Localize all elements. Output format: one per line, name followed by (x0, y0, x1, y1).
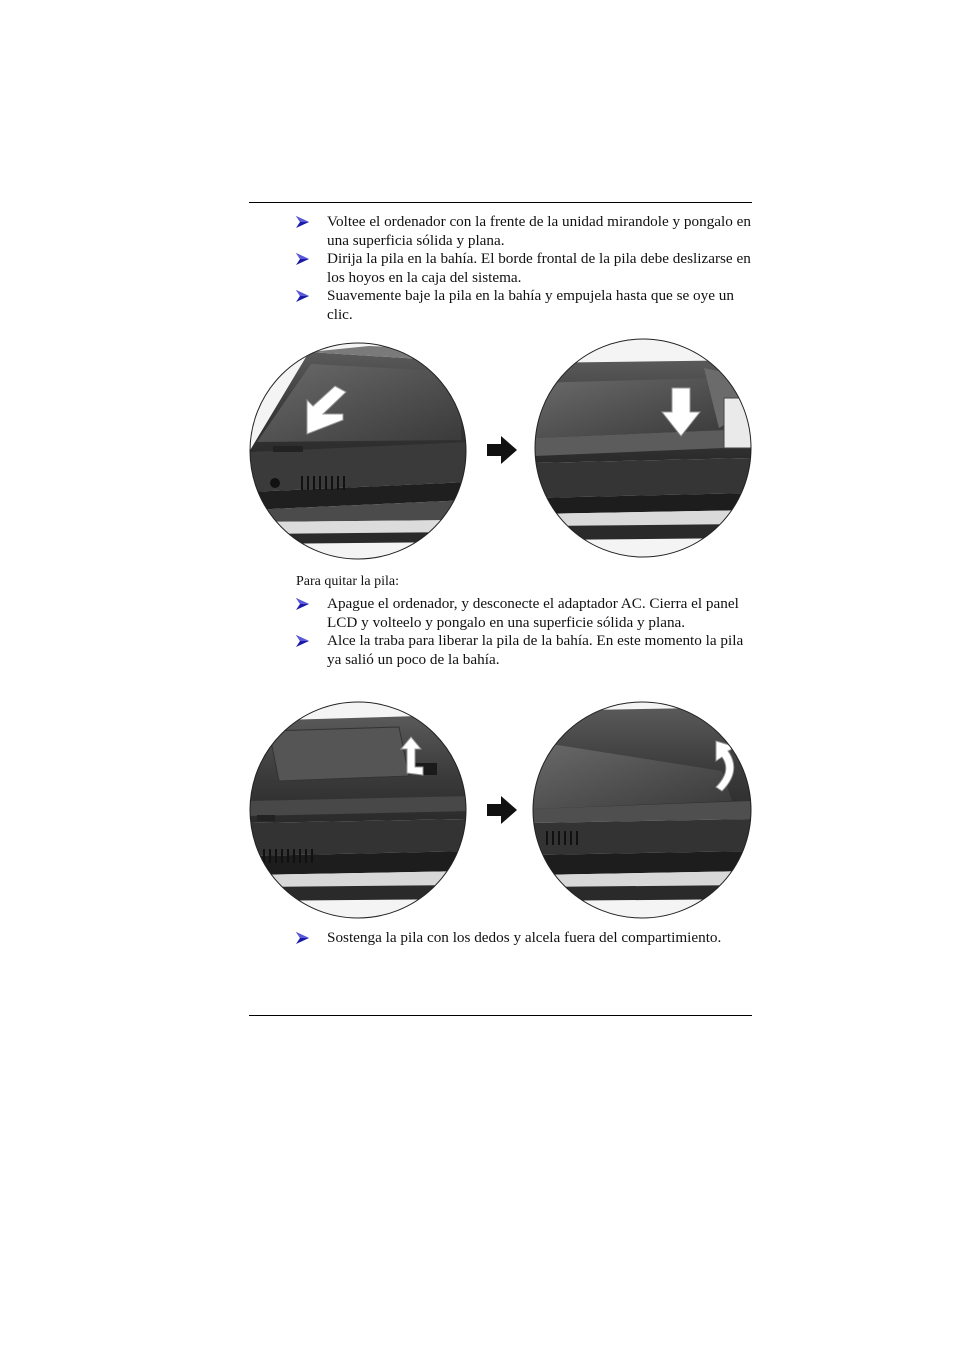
chevron-right-bullet-icon (296, 216, 309, 228)
list-item (296, 213, 752, 250)
step-text: Apague el ordenador, y desconecte el adaptador AC. Cierra el panel LCD y volteelo y pongalo en una superficie sólida y plana. (327, 595, 739, 631)
chevron-right-bullet-icon (296, 932, 309, 944)
remove-intro: Para quitar la pila: (296, 574, 400, 589)
step-text: Voltee el ordenador con la frente de la unidad mirandole y pongalo en una superficia sólida y plana. (327, 213, 751, 249)
remove-steps-list (296, 595, 752, 669)
chevron-right-bullet-icon (296, 290, 309, 302)
insert-battery-photo-1 (249, 342, 469, 560)
bottom-rule (249, 1015, 752, 1016)
remove-battery-photo-1 (249, 701, 469, 919)
remove-battery-photo-2 (532, 701, 752, 919)
list-item (296, 632, 752, 669)
final-steps-list (296, 929, 752, 948)
top-rule (249, 202, 752, 203)
step-text: Alce la traba para liberar la pila de la bahía. En este momento la pila ya salió un poco de la bahía. (327, 632, 744, 668)
list-item (296, 595, 752, 632)
insert-steps-list (296, 213, 752, 325)
right-arrow-icon (487, 436, 517, 464)
chevron-right-bullet-icon (296, 598, 309, 610)
list-item (296, 929, 752, 948)
chevron-right-bullet-icon (296, 253, 309, 265)
chevron-right-bullet-icon (296, 635, 309, 647)
step-text: Sostenga la pila con los dedos y alcela fuera del compartimiento. (327, 929, 722, 946)
right-arrow-icon (487, 796, 517, 824)
step-text: Dirija la pila en la bahía. El borde frontal de la pila debe deslizarse en los hoyos en la caja del sistema. (327, 250, 751, 286)
step-text: Suavemente baje la pila en la bahía y empujela hasta que se oye un clic. (327, 287, 734, 323)
insert-battery-photo-2 (534, 338, 752, 558)
list-item (296, 250, 752, 287)
list-item (296, 287, 752, 324)
